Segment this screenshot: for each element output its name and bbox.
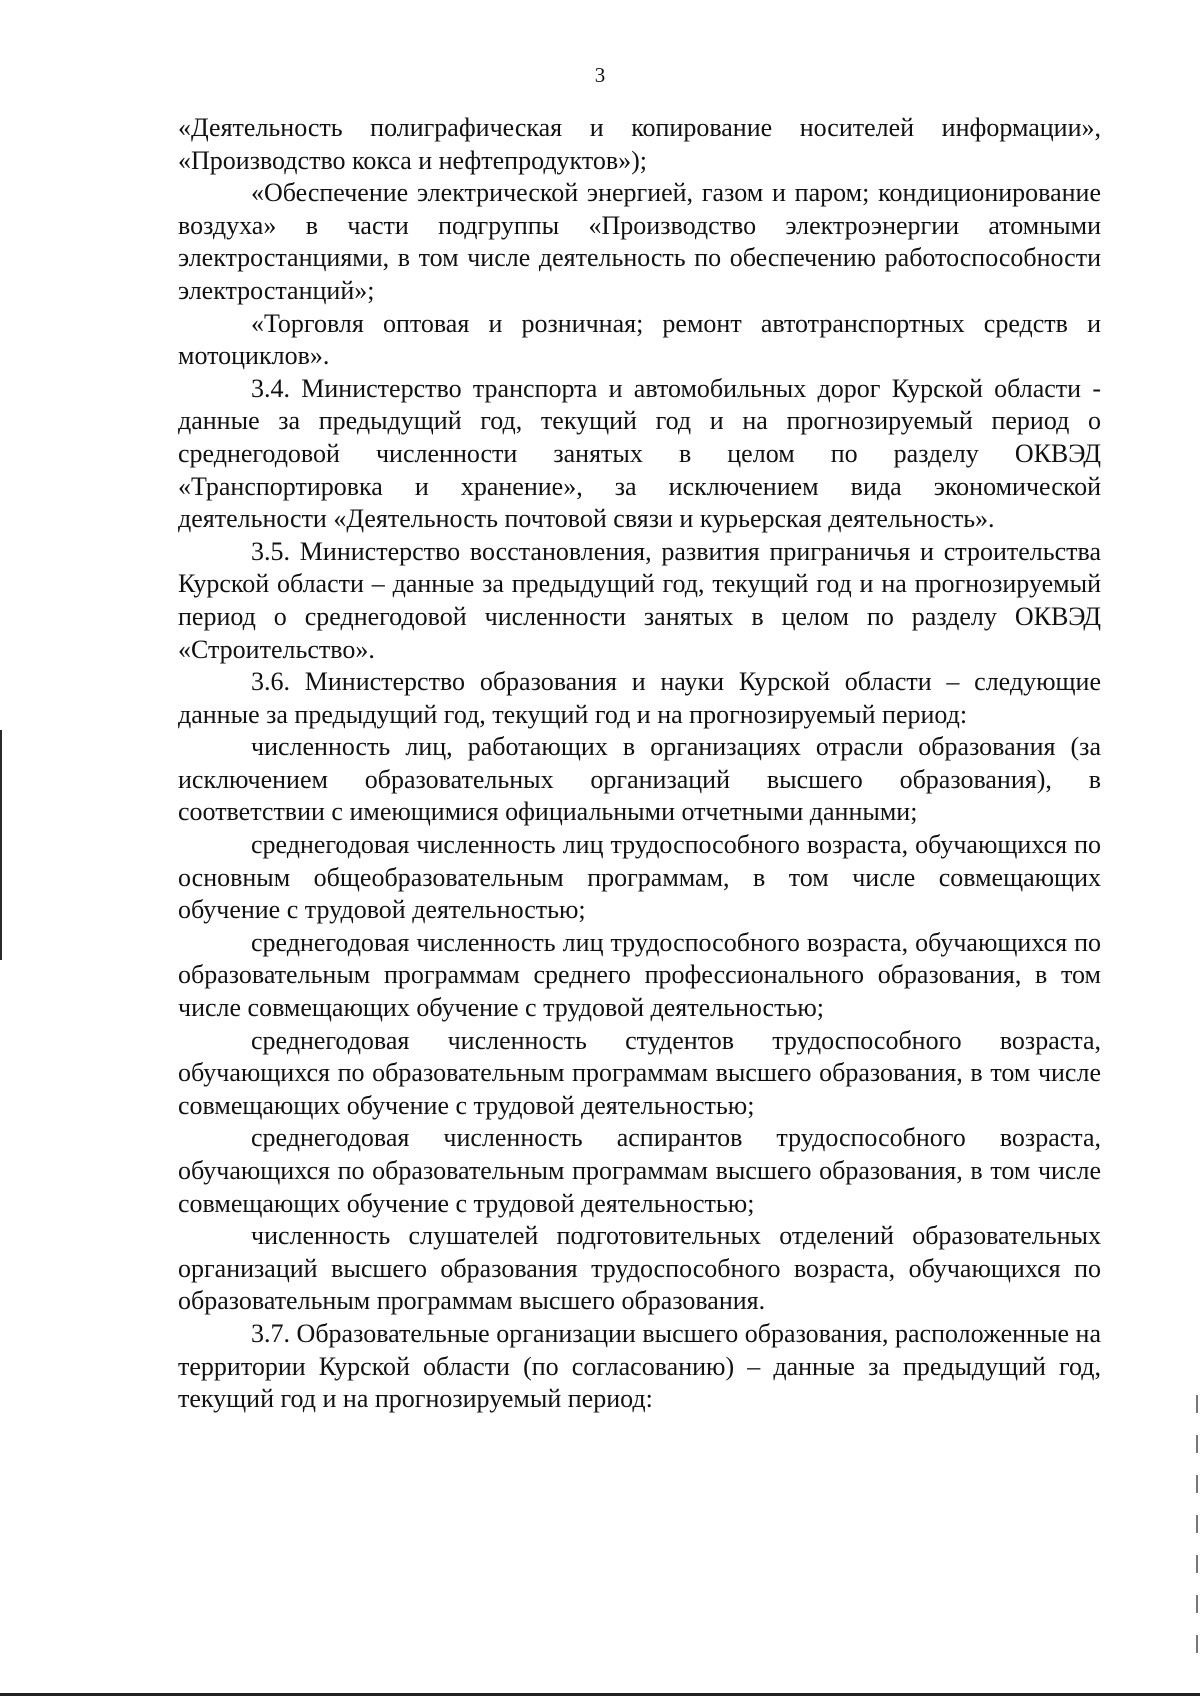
list-item-postgraduates: среднегодовая численность аспирантов трудоспособного возраста, обучающихся по образовательным программам высшего образования, в том числе совмещающих обучение с трудовой деятельностью; <box>178 1123 1101 1218</box>
paragraph-activities-trade: «Торговля оптовая и розничная; ремонт автотранспортных средств и мотоциклов». <box>178 308 1101 371</box>
page-number: 3 <box>594 63 606 87</box>
paragraph-3-7: 3.7. Образовательные организации высшего образования, расположенные на территории Курской области (по согласованию) – данные за предыдущий год, текущий год и на прогнозируемый период: <box>178 1318 1101 1414</box>
paragraph-activities-printing: «Деятельность полиграфическая и копирование носителей информации», «Производство кокса и нефтепродуктов»); <box>178 113 1101 175</box>
document-body <box>178 112 1101 1416</box>
scan-artifact-bottom-edge <box>0 1693 1200 1696</box>
list-item-vocational-students: среднегодовая численность лиц трудоспособного возраста, обучающихся по образовательным программам среднего профессионального образования, в том числе совмещающих обучение с трудовой деятельностью; <box>178 927 1101 1023</box>
list-item-preparatory-students: численность слушателей подготовительных отделений образовательных организаций высшего образования трудоспособного возраста, обучающихся по образовательным программам высшего образования. <box>178 1221 1101 1316</box>
paragraph-activities-energy: «Обеспечение электрической энергией, газом и паром; кондиционирование воздуха» в части подгруппы «Производство электроэнергии атомными электростанциями, в том числе деятельность по обеспечению работоспособности электростанций»; <box>178 178 1101 305</box>
paragraph-3-6: 3.6. Министерство образования и науки Курской области – следующие данные за предыдущий год, текущий год и на прогнозируемый период: <box>178 667 1101 729</box>
paragraph-3-5: 3.5. Министерство восстановления, развития приграничья и строительства Курской области – данные за предыдущий год, текущий год и на прогнозируемый период о среднегодовой численности занятых в целом по разделу ОКВЭД «Строительство». <box>178 536 1101 664</box>
list-item-university-students: среднегодовая численность студентов трудоспособного возраста, обучающихся по образовательным программам высшего образования, в том числе совмещающих обучение с трудовой деятельностью; <box>178 1025 1101 1120</box>
scan-artifact-right-edge <box>1196 1395 1198 1665</box>
scan-artifact-left-edge <box>0 730 2 960</box>
paragraph-3-4: 3.4. Министерство транспорта и автомобильных дорог Курской области - данные за предыдущий год, текущий год и на прогнозируемый период о среднегодовой численности занятых в целом по разделу ОКВЭД «Транспортировка и хранение», за исключением вида экономической деятельности «Деятельность почтовой связи и курьерская деятельность». <box>178 373 1101 534</box>
list-item-education-staff: численность лиц, работающих в организациях отрасли образования (за исключением образовательных организаций высшего образования), в соответствии с имеющимися официальными отчетными данными; <box>178 732 1101 827</box>
list-item-general-education-students: среднегодовая численность лиц трудоспособного возраста, обучающихся по основным общеобразовательным программам, в том числе совмещающих обучение с трудовой деятельностью; <box>178 830 1101 925</box>
